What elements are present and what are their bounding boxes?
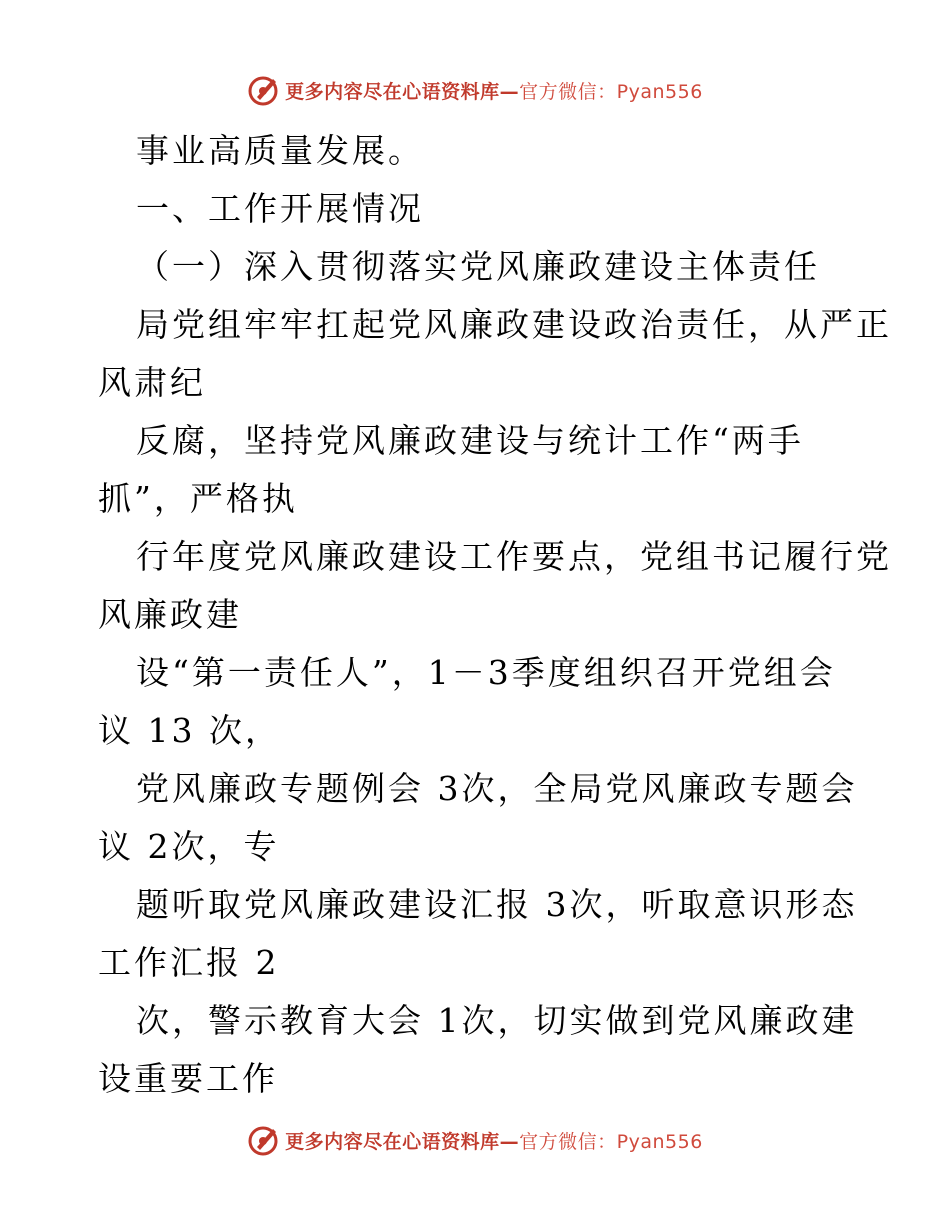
header-dash: — <box>499 80 520 103</box>
text-line: 反腐，坚持党风廉政建设与统计工作“两手 <box>136 421 804 460</box>
text-line: 抓”，严格执 <box>98 479 298 518</box>
pen-logo-icon <box>247 73 281 107</box>
footer-dash: — <box>499 1130 520 1153</box>
text-line: 题听取党风廉政建设汇报 3次，听取意识形态 <box>136 885 858 924</box>
text-line: 设“第一责任人”，1－3季度组织召开党组会 <box>136 653 836 692</box>
document-body <box>98 122 892 1108</box>
text-line: 次，警示教育大会 1次，切实做到党风廉政建 <box>136 1001 858 1040</box>
text-line: 议 13 次， <box>98 711 281 750</box>
text-line: 局党组牢牢扛起党风廉政建设政治责任，从严正 <box>136 305 892 344</box>
footer-wechat: 官方微信：Pyan556 <box>519 1130 703 1153</box>
text-line: 一、工作开展情况 <box>136 189 424 228</box>
footer-watermark-text: 更多内容尽在心语资料库 <box>285 1130 500 1153</box>
header-wechat: 官方微信：Pyan556 <box>519 80 703 103</box>
text-line: 行年度党风廉政建设工作要点，党组书记履行党 <box>136 537 892 576</box>
header-watermark <box>0 72 950 108</box>
text-line: 风廉政建 <box>98 595 242 634</box>
text-line: 设重要工作 <box>98 1059 278 1098</box>
text-line: 事业高质量发展。 <box>136 131 424 170</box>
text-line: 工作汇报 2 <box>98 943 280 982</box>
text-line: 议 2次，专 <box>98 827 280 866</box>
text-line: 党风廉政专题例会 3次，全局党风廉政专题会 <box>136 769 858 808</box>
text-line: （一）深入贯彻落实党风廉政建设主体责任 <box>136 247 820 286</box>
header-watermark-text: 更多内容尽在心语资料库 <box>285 80 500 103</box>
text-line: 风肃纪 <box>98 363 206 402</box>
footer-watermark <box>0 1122 950 1158</box>
pen-logo-icon <box>247 1123 281 1157</box>
